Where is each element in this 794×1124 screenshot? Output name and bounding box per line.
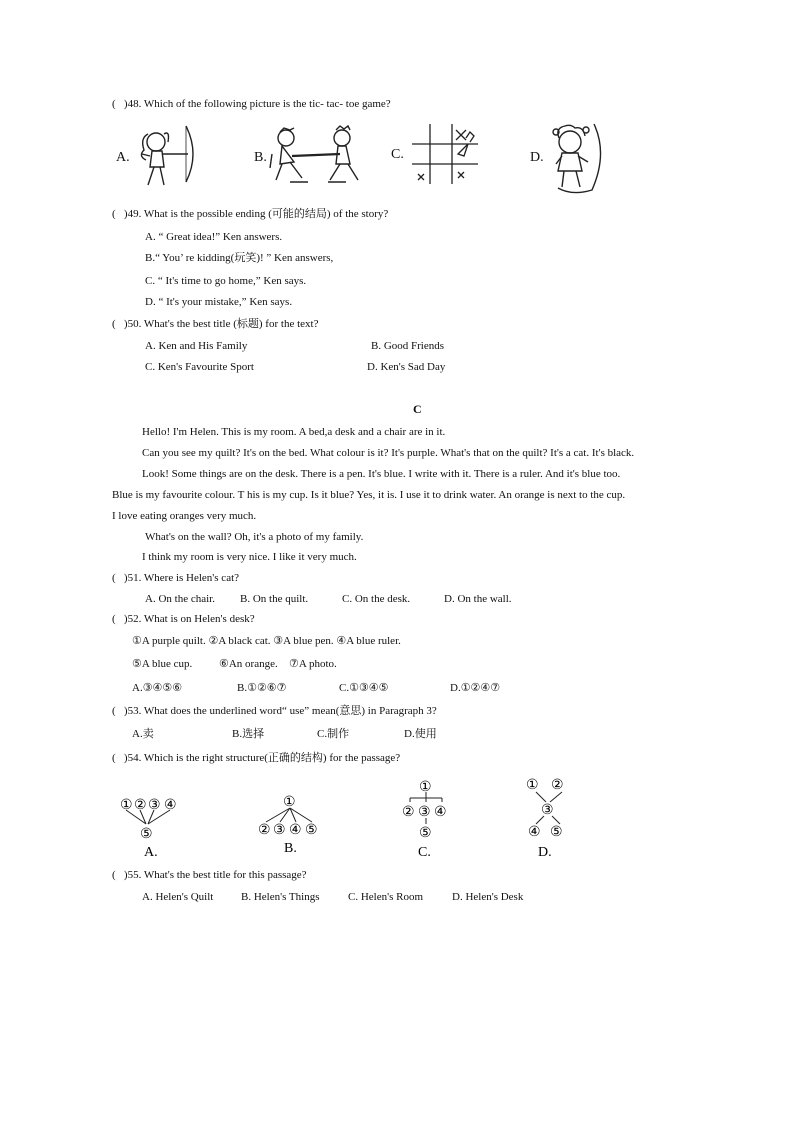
tug-of-war-icon[interactable]	[268, 124, 372, 186]
question-text: )52. What is on Helen's desk?	[123, 613, 255, 625]
node-1: ①	[419, 780, 432, 795]
q55-option-b[interactable]: B. Helen's Things	[241, 891, 320, 903]
q52-item-6: ⑥An orange.	[219, 658, 278, 670]
node-5: ⑤	[140, 827, 153, 842]
q50-option-a[interactable]: A. Ken and His Family	[145, 340, 248, 352]
q49-option-c[interactable]: C. “ It's time to go home,” Ken says.	[145, 275, 307, 287]
node-4: ④	[164, 798, 177, 813]
q53-option-d[interactable]: D.使用	[404, 728, 437, 740]
q50-option-c[interactable]: C. Ken's Favourite Sport	[145, 361, 254, 373]
answer-bracket[interactable]: (	[112, 705, 116, 717]
q52-items-line1: ①A purple quilt. ②A black cat. ③A blue pen. ④A blue ruler.	[132, 635, 401, 647]
q51-option-c[interactable]: C. On the desk.	[342, 593, 411, 605]
answer-bracket[interactable]: (	[112, 613, 116, 625]
structure-diagram-b[interactable]	[252, 790, 332, 856]
passage-line: Look! Some things are on the desk. There is a pen. It's blue. I write with it. There is a ruler. And it's blue too.	[142, 468, 621, 480]
node-2: ②	[551, 778, 564, 793]
q52-question	[112, 612, 255, 626]
question-text: )48. Which of the following picture is the tic- tac- toe game?	[123, 98, 391, 110]
answer-bracket[interactable]: (	[112, 752, 116, 764]
node-3: ③	[541, 803, 554, 818]
passage-line: I think my room is very nice. I like it very much.	[142, 551, 357, 563]
q53-option-c[interactable]: C.制作	[317, 728, 350, 740]
node-3: ③	[418, 805, 431, 820]
q48-option-a-label: A.	[116, 150, 130, 165]
structure-diagram-c[interactable]	[392, 776, 462, 860]
node-5: ⑤	[305, 823, 318, 838]
node-2: ②	[258, 823, 271, 838]
node-5: ⑤	[550, 825, 563, 840]
q55-question	[112, 868, 307, 882]
section-heading: C	[413, 402, 422, 416]
q50-question	[112, 317, 318, 331]
diagram-label: A.	[144, 845, 158, 860]
answer-bracket[interactable]: (	[112, 98, 116, 110]
q48-option-c-label: C.	[391, 147, 404, 162]
node-1: ①	[120, 798, 133, 813]
answer-bracket[interactable]: (	[112, 318, 116, 330]
q49-option-b[interactable]: B.“ You’ re kidding(玩笑)! ” Ken answers,	[145, 252, 334, 264]
passage-line: Can you see my quilt? It's on the bed. What colour is it? It's purple. What's that on the quilt? It's a cat. It's black.	[142, 447, 635, 459]
q55-option-d[interactable]: D. Helen's Desk	[452, 891, 524, 903]
structure-diagram-a[interactable]	[112, 794, 192, 860]
question-text: )50. What's the best title (标题) for the text?	[123, 318, 319, 330]
passage-line: Blue is my favourite colour. T his is my cup. Is it blue? Yes, it is. I use it to drink water. An orange is next to the cup.	[112, 489, 626, 501]
q52-option-a[interactable]: A.③④⑤⑥	[132, 682, 183, 694]
answer-bracket[interactable]: (	[112, 572, 116, 584]
q52-option-d[interactable]: D.①②④⑦	[450, 682, 501, 694]
q51-option-b[interactable]: B. On the quilt.	[240, 593, 309, 605]
q49-option-d[interactable]: D. “ It's your mistake,” Ken says.	[145, 296, 293, 308]
q49-option-a[interactable]: A. “ Great idea!” Ken answers.	[145, 231, 283, 243]
question-text: )53. What does the underlined word“ use” mean(意思) in Paragraph 3?	[123, 705, 437, 717]
diagram-label: C.	[418, 845, 431, 860]
node-3: ③	[148, 798, 161, 813]
q51-question	[112, 571, 239, 585]
q48-option-d-label: D.	[530, 150, 544, 165]
q55-option-c[interactable]: C. Helen's Room	[348, 891, 424, 903]
passage-line: What's on the wall? Oh, it's a photo of my family.	[145, 531, 364, 543]
q48-option-b-label: B.	[254, 150, 267, 165]
q53-option-a[interactable]: A.卖	[132, 728, 154, 740]
q52-item-5: ⑤A blue cup.	[132, 658, 193, 670]
diagram-label: B.	[284, 841, 297, 856]
jump-rope-girl-icon[interactable]	[548, 120, 608, 196]
node-4: ④	[289, 823, 302, 838]
q48-question	[112, 97, 391, 111]
question-text: )51. Where is Helen's cat?	[123, 572, 240, 584]
tic-tac-toe-icon[interactable]	[408, 122, 482, 186]
q52-option-b[interactable]: B.①②⑥⑦	[237, 682, 287, 694]
passage-line: I love eating oranges very much.	[112, 510, 257, 522]
node-2: ②	[402, 805, 415, 820]
passage-line: Hello! I'm Helen. This is my room. A bed,a desk and a chair are in it.	[142, 426, 446, 438]
q52-item-7: ⑦A photo.	[289, 658, 337, 670]
q49-question	[112, 207, 388, 221]
question-text: )49. What is the possible ending (可能的结局) of the story?	[123, 208, 389, 220]
question-text: )55. What's the best title for this passage?	[123, 869, 307, 881]
q51-option-d[interactable]: D. On the wall.	[444, 593, 512, 605]
q51-option-a[interactable]: A. On the chair.	[145, 593, 215, 605]
q53-option-b[interactable]: B.选择	[232, 728, 265, 740]
node-1: ①	[526, 778, 539, 793]
q52-option-c[interactable]: C.①③④⑤	[339, 682, 389, 694]
answer-bracket[interactable]: (	[112, 208, 116, 220]
q55-option-a[interactable]: A. Helen's Quilt	[142, 891, 214, 903]
q53-question	[112, 704, 437, 718]
answer-bracket[interactable]: (	[112, 869, 116, 881]
node-3: ③	[273, 823, 286, 838]
q50-option-b[interactable]: B. Good Friends	[371, 340, 445, 352]
node-1: ①	[283, 795, 296, 810]
node-5: ⑤	[419, 826, 432, 841]
structure-diagram-d[interactable]	[522, 774, 582, 860]
node-2: ②	[134, 798, 147, 813]
node-4: ④	[528, 825, 541, 840]
node-4: ④	[434, 805, 447, 820]
question-text: )54. Which is the right structure(正确的结构) for the passage?	[123, 752, 401, 764]
q54-question	[112, 751, 400, 765]
archer-girl-icon[interactable]	[134, 120, 208, 194]
q50-option-d[interactable]: D. Ken's Sad Day	[367, 361, 446, 373]
diagram-label: D.	[538, 845, 552, 860]
